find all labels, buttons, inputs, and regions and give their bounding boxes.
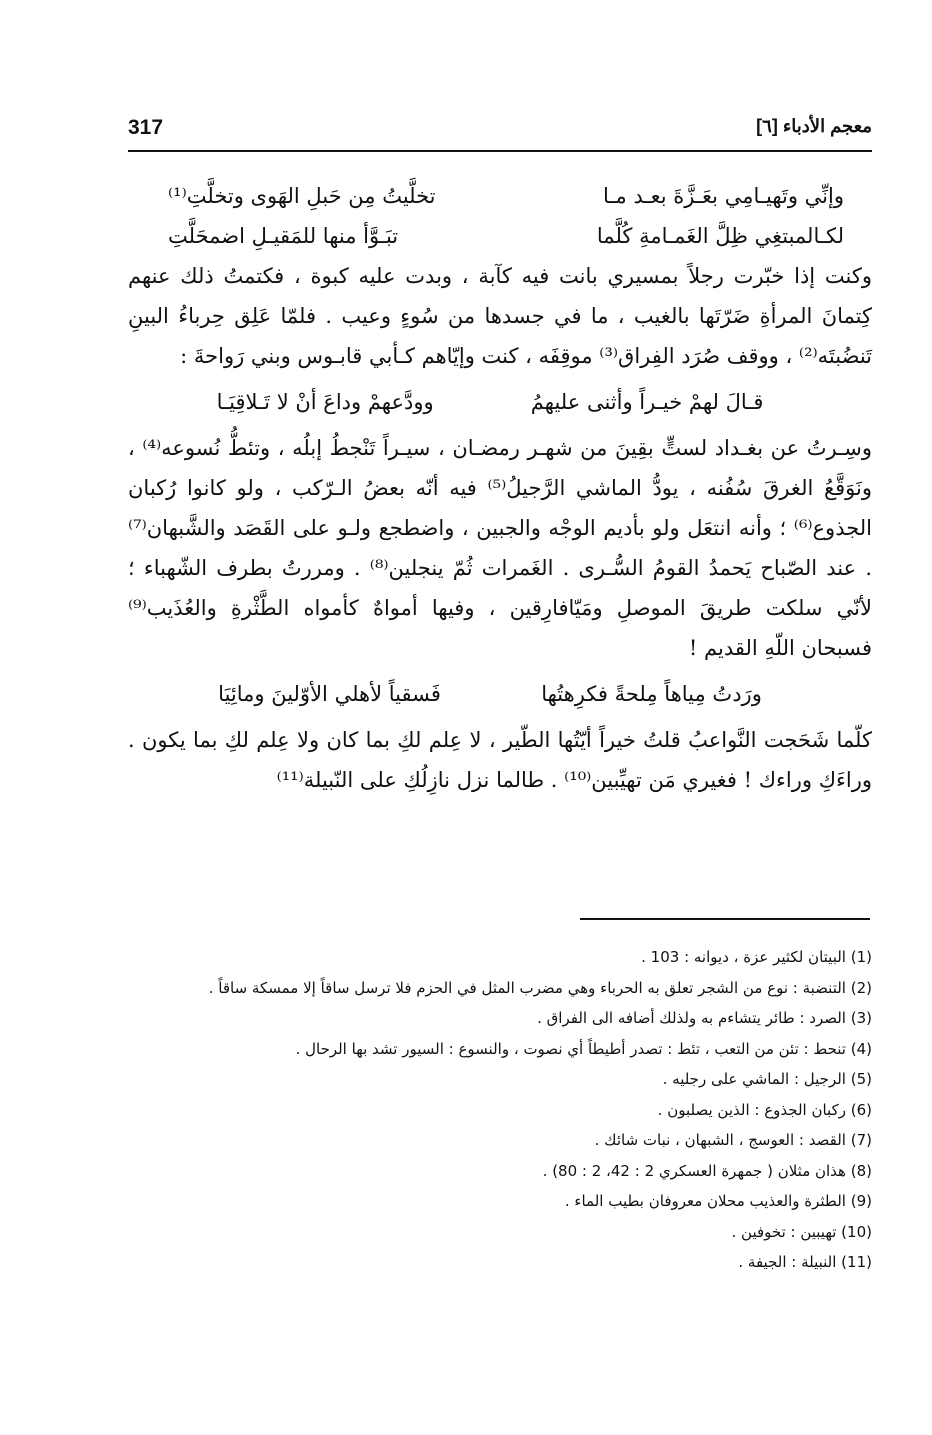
main-text xyxy=(128,176,872,800)
footnote: (2) التنضبة : نوع من الشجر تعلق به الحرباء وهي مضرب المثل في الحزم فلا ترسل ساقاً إلا ممسكة ساقاً . xyxy=(208,978,872,997)
prose-paragraph: وسِـرتُ عن بغـداد لستٍّ بقِينَ من شهـر رمضـان ، سيـراً تَنْجطُ إبلُه ، وتئطُّ نُسوعه⁽⁴⁾ ، ونَوَقَّعُ الغرقَ سُفُنه ، يودُّ الماشي الرَّجيلُ⁽⁵⁾ فيه أنّه بعضُ الـرّكب ، ولو كانوا رُكبان الجذوع⁽⁶⁾ ؛ وأنه انتعَل ولو بأديم الوجْه والجبين ، واضطجع ولـو على القَصَد والشَّبهان⁽⁷⁾ . عند الصّباح يَحمدُ القومُ السُّـرى . الغَمرات ثُمّ ينجلين⁽⁸⁾ . ومررتُ بطرف الشّهباء ؛ لأنّي سلكت طريقَ الموصلِ ومَيّافارِقين ، وفيها أمواهٌ كأمواه الطَّثْرةِ والعُذَيب⁽⁹⁾ فسبحان اللّهِ القديم ! xyxy=(128,436,873,660)
header-divider xyxy=(128,150,872,152)
footnotes-list xyxy=(128,942,872,1278)
verse-hemistich-first: لكـالمبتغِي ظِلَّ الغَمـامةِ كُلَّما xyxy=(596,224,844,248)
verse-hemistich-second: فَسقياً لأهلي الأوّلينَ ومائِيَا xyxy=(218,682,441,706)
verse-hemistich-first: ورَدتُ مِياهاً مِلحةً فكرِهتُها xyxy=(541,682,762,706)
prose-paragraph: كلّما شَحَجت النَّواعبُ قلتُ خيراً أيّتُها الطّير ، لا عِلم لكِ بما كان ولا عِلم لكِ بما يكون . وراءَكِ وراءك ! فغيري مَن تهيِّبين⁽¹⁰⁾ . طالما نزل نازِلُكِ على النّبيلة⁽¹¹⁾ xyxy=(128,728,872,792)
footnote: (7) القصد : العوسج ، الشبهان ، نبات شائك . xyxy=(594,1131,872,1149)
verse-hemistich-second: تبَـوَّأ منها للمَقيـلِ اضمحَلَّتِ xyxy=(168,224,399,248)
page-header xyxy=(128,110,872,150)
verse-hemistich-second: وودَّعهمْ وداعَ أنْ لا تَـلاقِيَـا xyxy=(216,390,434,414)
verse-line xyxy=(168,382,812,422)
running-title: معجم الأدباء [٦] xyxy=(756,116,872,136)
footnote: (9) الطثرة والعذيب محلان معروفان بطيب الماء . xyxy=(564,1192,872,1210)
footnote: (8) هذان مثلان ( جمهرة العسكري 2 : 42، 2 : 80) . xyxy=(542,1161,872,1180)
verse-hemistich-second: تخلَّيتُ مِن حَبلِ الهَوى وتخلَّتِ⁽¹⁾ xyxy=(168,184,436,208)
verse-line xyxy=(168,216,844,256)
verse-hemistich-first: وإنِّي وتَهيـامِي بعَـزَّةَ بعـد مـا xyxy=(603,184,844,208)
verse-line xyxy=(168,674,812,714)
footnote-divider xyxy=(580,918,870,920)
page-number: 317 xyxy=(128,116,164,139)
footnote: (1) البيتان لكثير عزة ، ديوانه : 103 . xyxy=(641,948,872,966)
footnote: (6) ركبان الجذوع : الذين يصلبون . xyxy=(657,1100,872,1119)
verse-line xyxy=(168,176,844,216)
prose-paragraph: وكنت إذا خبّرت رجلاً بمسيري بانت فيه كآبة ، وبدت عليه كبوة ، فكتمتُ ذلك عنهم كِتمانَ المرأةِ ضَرّتَها بالغيب ، ما في جسدها من سُوءٍ وعيب . فلمّا عَلِق حِرباءُ البينِ تَنضُبتَه⁽²⁾ ، ووقف صُرَد الفِراق⁽³⁾ موقِفَه ، كنت وإيّاهم كـأبي قابـوس وبني رَواحةَ : xyxy=(128,264,872,368)
footnote: (4) تنحط : تئن من التعب ، تئط : تصدر أطيطاً أي نصوت ، والنسوع : السيور تشد بها الرحال . xyxy=(295,1039,872,1058)
footnote: (5) الرجيل : الماشي على رجليه . xyxy=(662,1070,872,1088)
footnote: (3) الصرد : طائر يتشاءم به ولذلك أضافه الى الفراق . xyxy=(537,1009,872,1027)
footnote: (11) النبيلة : الجيفة . xyxy=(738,1253,872,1271)
footnote: (10) تهيبين : تخوفين . xyxy=(731,1222,872,1241)
verse-hemistich-first: قـالَ لهمْ خيـراً وأثنى عليهمُ xyxy=(530,390,764,414)
